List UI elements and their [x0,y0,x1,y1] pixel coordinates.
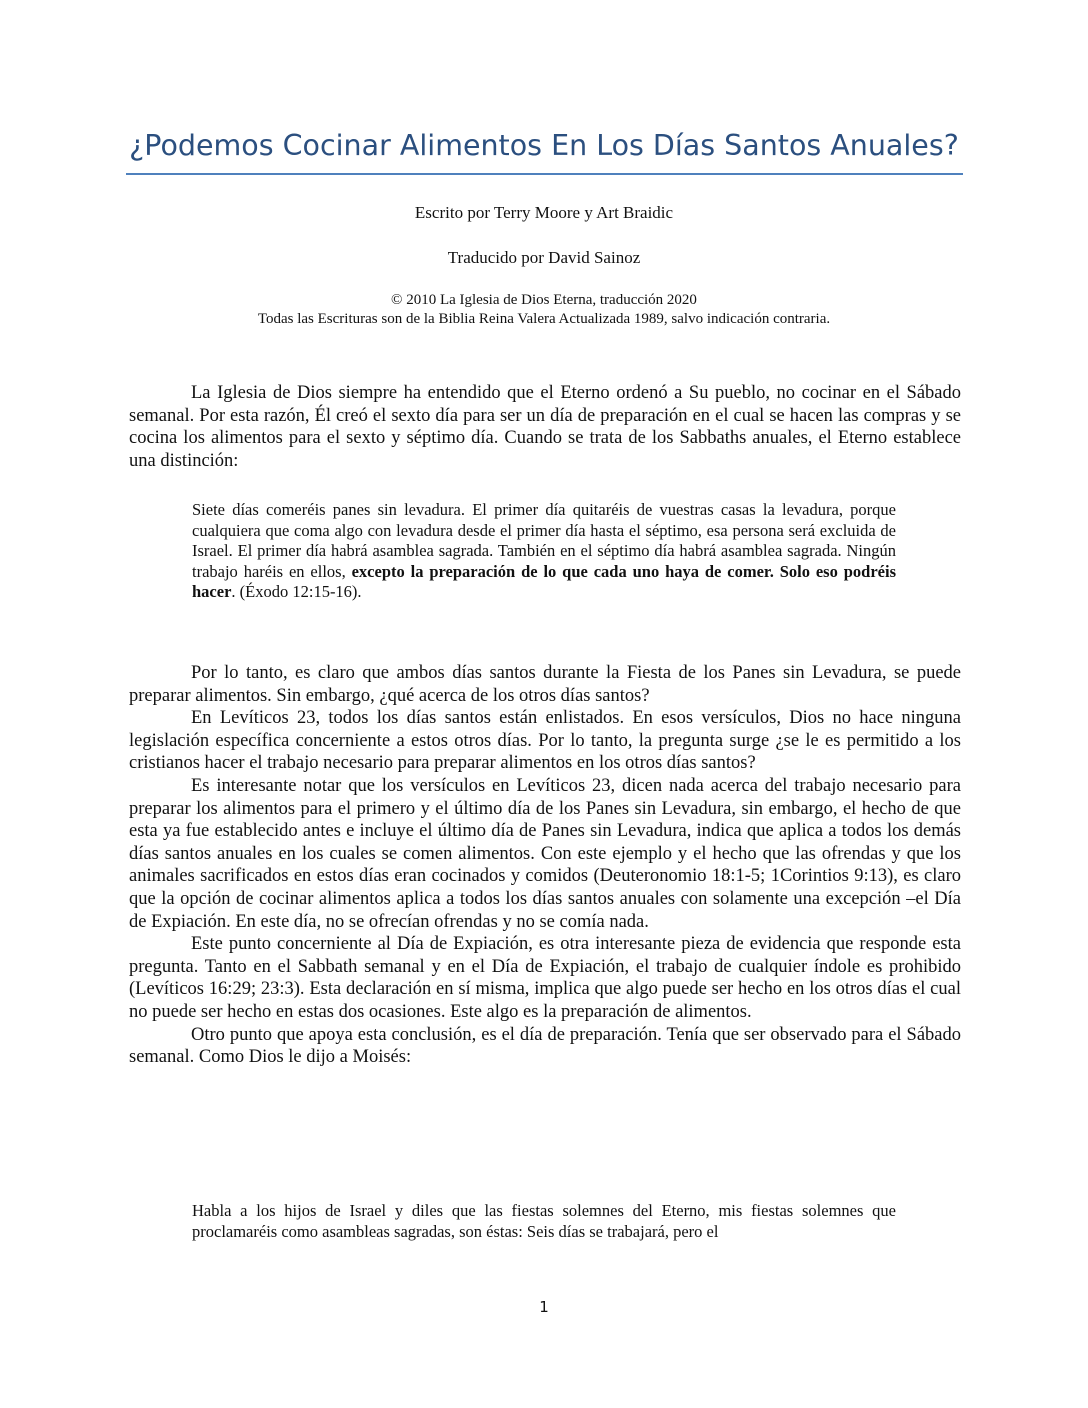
paragraph: Otro punto que apoya esta conclusión, es el día de preparación. Tenía que ser observado para el Sábado semanal. Como Dios le dijo a Moisés: [129,1024,961,1068]
quote-emphasis: excepto la preparación de lo que cada uno haya de comer. Solo eso podréis hacer [192,561,896,602]
paragraph: Es interesante notar que los versículos en Levíticos 23, dicen nada acerca del trabajo necesario para preparar los alimentos para el primero y el último día de los Panes sin Levadura, sin embargo, el hecho de que esta ya fue establecido antes e incluye el último día de Panes sin Levadura, indica que aplica a todos los demás días santos anuales en los cuales se comen alimentos. Con este ejemplo y el hecho que las ofrendas y que los animales sacrificados en estos días eran cocinados y comidos (Deuteronomio 18:1-5; 1Corintios 9:13), es claro que la opción de cocinar alimentos aplica a todos los días santos anuales con solamente una excepción –el Día de Expiación. En este día, no se ofrecían ofrendas y no se comía nada. [129,775,961,932]
scripture-quote [192,500,896,603]
author-line: Escrito por Terry Moore y Art Braidic [414,203,674,222]
paragraph: La Iglesia de Dios siempre ha entendido que el Eterno ordenó a Su pueblo, no cocinar en el Sábado semanal. Por esta razón, Él creó el sexto día para ser un día de preparación en el cual se hacen las compras y se cocina los alimentos para el sexto y séptimo día. Cuando se trata de los Sabbaths anuales, el Eterno establece una distinción: [129,383,961,471]
scripture-quote-2 [192,1201,896,1242]
paragraph: Por lo tanto, es claro que ambos días santos durante la Fiesta de los Panes sin Levadura, se puede preparar alimentos. Sin embargo, ¿qué acerca de los otros días santos? [129,663,961,706]
document-title: ¿Podemos Cocinar Alimentos En Los Días Santos Anuales? [129,129,959,162]
paragraph: Este punto concerniente al Día de Expiación, es otra interesante pieza de evidencia que responde esta pregunta. Tanto en el Sabbath semanal y en el Día de Expiación, el trabajo de cualquier índole es prohibido (Levíticos 16:29; 23:3). Esta declaración en sí misma, implica que algo puede ser hecho en los otros días el cual no puede ser hecho en estas dos ocasiones. Este algo es la preparación de alimentos. [129,934,961,1022]
title-underline [126,173,963,175]
page-number: 1 [539,1298,549,1316]
copyright-line: © 2010 La Iglesia de Dios Eterna, traducción 2020 [391,292,697,308]
quote-text: Habla a los hijos de Israel y diles que las fiestas solemnes del Eterno, mis fiestas solemnes que proclamaréis como asambleas sagradas, son éstas: Seis días se trabajará, pero el [192,1201,896,1241]
body-section-1 [129,382,961,472]
scripture-note: Todas las Escrituras son de la Biblia Reina Valera Actualizada 1989, salvo indicación contraria. [257,311,831,327]
paragraph: En Levíticos 23, todos los días santos están enlistados. En esos versículos, Dios no hace ninguna legislación específica concerniente a estos otros días. Por lo tanto, la pregunta surge ¿se le es permitido a los cristianos hacer el trabajo necesario para preparar alimentos en los otros días santos? [129,708,961,774]
body-section-2 [129,662,961,1069]
translator-line: Traducido por David Sainoz [447,248,641,267]
quote-reference: . (Éxodo 12:15-16). [231,582,362,602]
quote-text: Siete días comeréis panes sin levadura. El primer día quitaréis de vuestras casas la levadura, porque cualquiera que coma algo con levadura desde el primer día hasta el séptimo, esa persona será excluida de Israel. El primer día habrá asamblea sagrada. También en el séptimo día habrá asamblea sagrada. Ningún trabajo haréis en ellos, [192,500,896,581]
